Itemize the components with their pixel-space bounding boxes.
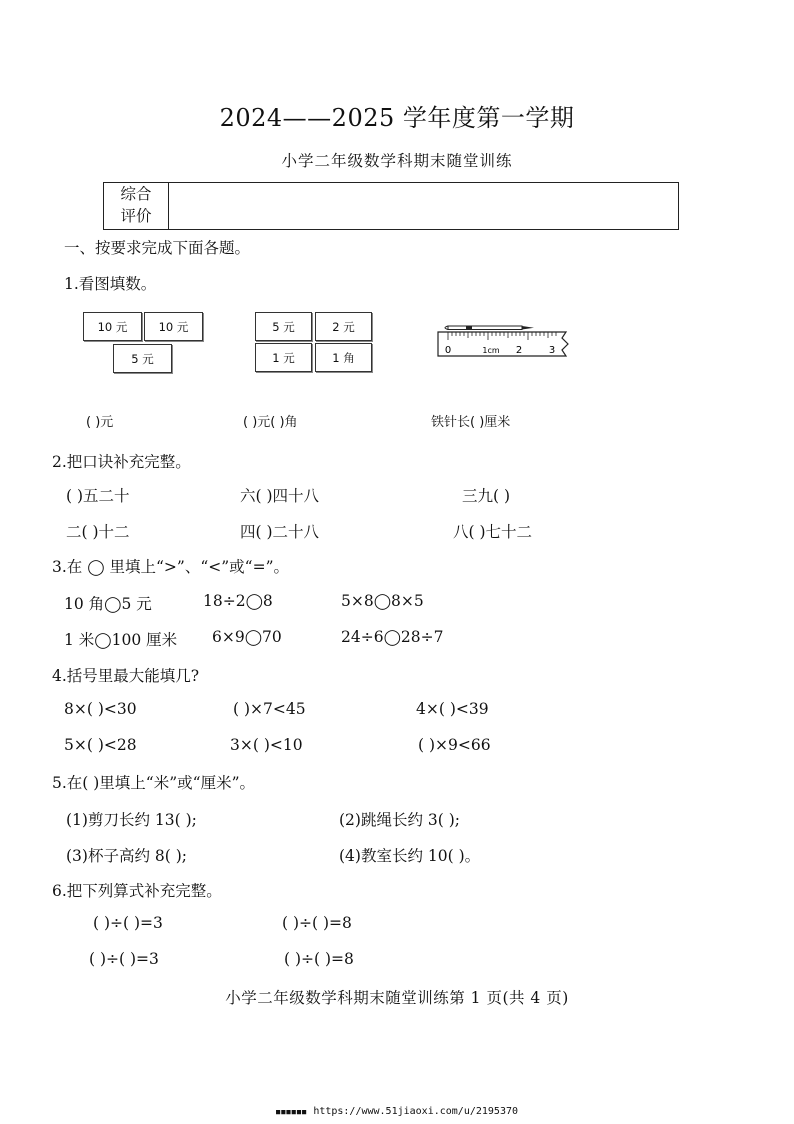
ruler-label-2: 2 (515, 345, 523, 356)
max-fill-item[interactable]: ( )×9<66 (418, 736, 491, 754)
section-heading: 一、按要求完成下面各题。 (64, 239, 251, 257)
answer-blank-money-2[interactable]: ( )元( )角 (243, 415, 298, 430)
division-fill-item[interactable]: ( )÷( )=3 (89, 950, 159, 968)
answer-blank-needle-length[interactable]: 铁针长( )厘米 (431, 415, 511, 430)
multiplication-rhyme-item[interactable]: 八( )七十二 (453, 523, 533, 541)
comparison-item[interactable]: 5×8◯8×5 (341, 592, 424, 610)
money-card-1-jiao: 1 角 (315, 343, 372, 372)
unit-fill-item[interactable]: (2)跳绳长约 3( ); (339, 811, 460, 829)
evaluation-box (103, 182, 679, 230)
money-card-10-yuan: 10 元 (83, 312, 142, 341)
multiplication-rhyme-item[interactable]: 二( )十二 (66, 523, 130, 541)
money-card-1-yuan: 1 元 (255, 343, 312, 372)
max-fill-item[interactable]: 3×( )<10 (230, 736, 303, 754)
unit-fill-item[interactable]: (4)教室长约 10( )。 (339, 847, 481, 865)
question-4-heading: 4.括号里最大能填几? (52, 667, 200, 685)
money-card-5-yuan: 5 元 (113, 344, 172, 373)
comparison-item[interactable]: 18÷2◯8 (203, 592, 273, 610)
comparison-item[interactable]: 24÷6◯28÷7 (341, 628, 444, 646)
max-fill-item[interactable]: ( )×7<45 (233, 700, 306, 718)
multiplication-rhyme-item[interactable]: ( )五二十 (66, 487, 130, 505)
ruler-label-0: 0 (444, 345, 452, 356)
evaluation-label (104, 183, 169, 229)
division-fill-item[interactable]: ( )÷( )=8 (284, 950, 354, 968)
question-3-heading: 3.在 ◯ 里填上“>”、“<”或“=”。 (52, 558, 289, 576)
question-5-heading: 5.在( )里填上“米”或“厘米”。 (52, 774, 256, 792)
comparison-item[interactable]: 10 角◯5 元 (64, 595, 152, 613)
page-footer: 小学二年级数学科期末随堂训练第 1 页(共 4 页) (225, 989, 569, 1007)
multiplication-rhyme-item[interactable]: 三九( ) (462, 487, 511, 505)
comparison-item[interactable]: 1 米◯100 厘米 (64, 631, 178, 649)
watermark-logo: ■■■■■■ (275, 1108, 308, 1116)
max-fill-item[interactable]: 5×( )<28 (64, 736, 137, 754)
ruler-with-needle-figure (436, 322, 574, 364)
watermark (0, 1106, 794, 1117)
ruler-label-3: 3 (548, 345, 556, 356)
question-6-heading: 6.把下列算式补充完整。 (52, 882, 222, 900)
answer-blank-money-1[interactable]: ( )元 (86, 415, 114, 430)
division-fill-item[interactable]: ( )÷( )=8 (282, 914, 352, 932)
evaluation-label-line-2: 评价 (120, 207, 152, 225)
division-fill-item[interactable]: ( )÷( )=3 (93, 914, 163, 932)
evaluation-label-line-1: 综合 (120, 185, 152, 203)
money-card-5-yuan: 5 元 (255, 312, 312, 341)
money-card-10-yuan: 10 元 (144, 312, 203, 341)
money-card-2-yuan: 2 元 (315, 312, 372, 341)
max-fill-item[interactable]: 4×( )<39 (416, 700, 489, 718)
question-1-heading: 1.看图填数。 (64, 275, 157, 293)
page-subtitle: 小学二年级数学科期末随堂训练 (281, 152, 513, 170)
ruler-icon (438, 332, 568, 356)
needle-icon (445, 326, 534, 330)
unit-fill-item[interactable]: (3)杯子高约 8( ); (66, 847, 187, 865)
ruler-label-1cm: 1cm (482, 346, 500, 355)
multiplication-rhyme-item[interactable]: 六( )四十八 (240, 487, 320, 505)
watermark-url[interactable]: https://www.51jiaoxi.com/u/2195370 (313, 1106, 519, 1117)
unit-fill-item[interactable]: (1)剪刀长约 13( ); (66, 811, 197, 829)
max-fill-item[interactable]: 8×( )<30 (64, 700, 137, 718)
multiplication-rhyme-item[interactable]: 四( )二十八 (240, 523, 320, 541)
comparison-item[interactable]: 6×9◯70 (212, 628, 282, 646)
page-title: 2024——2025 学年度第一学期 (219, 104, 575, 132)
question-2-heading: 2.把口诀补充完整。 (52, 453, 191, 471)
